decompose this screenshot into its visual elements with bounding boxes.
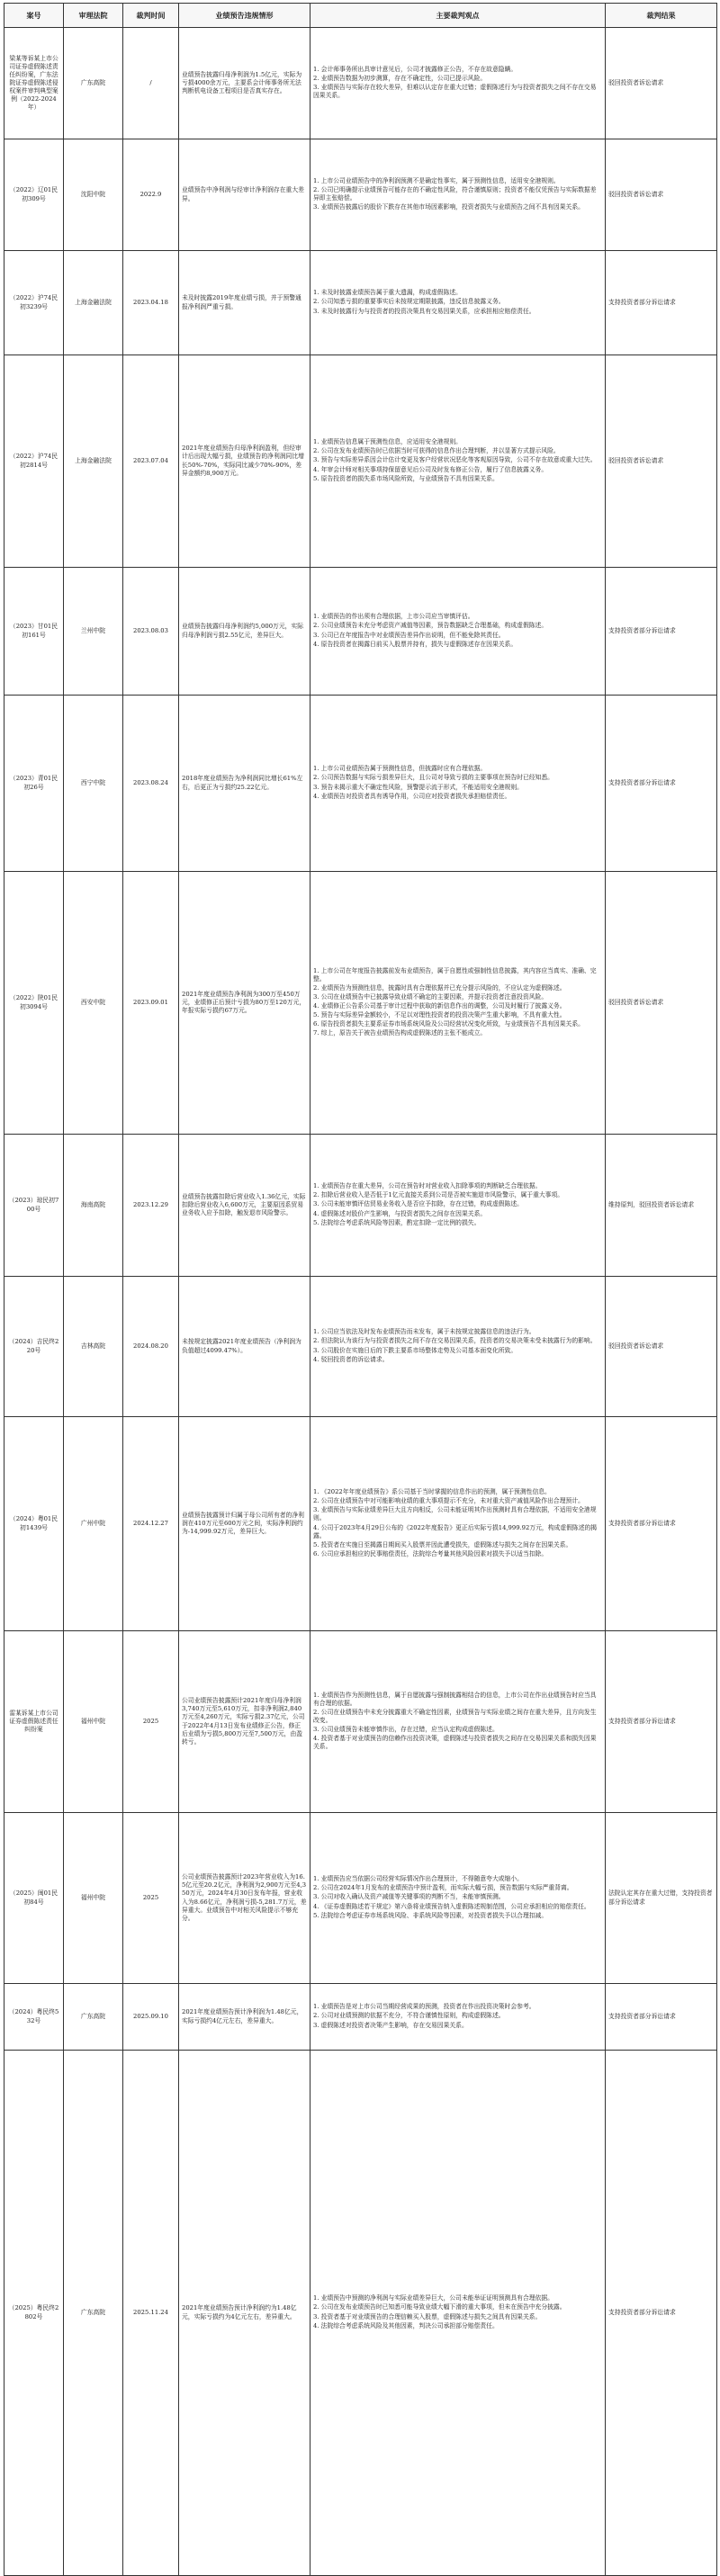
ruling-date: 2024.08.20 [123, 1277, 179, 1417]
ruling-point: 5. 法院综合考虑证券市场系统风险、非系统风险等因素，对投资者损失予以合理扣减。 [313, 1911, 548, 1919]
ruling-point: 1. 业绩预告的作出须有合理依据，上市公司应当审慎评估。 [313, 613, 474, 621]
court: 沈阳中院 [64, 139, 123, 251]
ruling-point: 2. 公司预告数据与实际亏损差异巨大，且公司对导致亏损的主要事项在预告时已经知悉。 [313, 774, 554, 782]
ruling-point: 3. 公司未能审慎评估贸易业务收入是否应予扣除，存在过错，构成虚假陈述。 [313, 1200, 523, 1208]
ruling-date: 2023.07.04 [123, 355, 179, 568]
case-table [4, 3, 717, 2576]
case-number: （2023）甘01民初161号 [4, 568, 64, 696]
case-number: （2022）辽01民初309号 [4, 139, 64, 251]
ruling-point: 4. 法院综合考虑系统风险及其他因素，判决公司承担部分赔偿责任。 [313, 2321, 499, 2329]
ruling-result: 法院认定其存在重大过错，支持投资者部分诉讼请求 [606, 1813, 717, 1984]
ruling-points [310, 696, 606, 872]
ruling-date: 2025.09.10 [123, 1984, 179, 2051]
ruling-point: 1. 公司应当依法及时发布业绩预告而未发布，属于未按规定披露信息的违法行为。 [313, 1328, 536, 1336]
ruling-result: 驳回投资者诉讼请求 [606, 139, 717, 251]
violation-situation: 公司业绩预告披露预计2021年度归母净利润3,740万元至5,610万元，扣非净利润2,840万元至4,260万元，实际亏损2.37亿元，公司于2022年4月13日发布业绩修正公告，修正后业绩为亏损5,800万元至7,500万元，由盈转亏。 [179, 1631, 310, 1813]
table-row [4, 28, 717, 139]
ruling-point: 2. 公司在发布业绩预告时已依据当时可获得的信息作出合理判断，并以显著方式提示风险。 [313, 447, 560, 455]
ruling-date: 2023.04.18 [123, 251, 179, 355]
ruling-points [310, 355, 606, 568]
ruling-point: 1. 会计师事务所出具审计意见后，公司才披露修正公告，不存在故意隐瞒。 [313, 65, 518, 73]
ruling-points [310, 872, 606, 1135]
table-row [4, 1631, 717, 1813]
ruling-result: 支持投资者部分诉讼请求 [606, 568, 717, 696]
case-number: （2025）闽01民初84号 [4, 1813, 64, 1984]
ruling-point: 4. 原告投资者在揭露日前买入股票并持有，损失与虚假陈述存在因果关系。 [313, 640, 518, 648]
ruling-point: 4. 《证券虚假陈述若干规定》第六条将业绩预告纳入虚假陈述规制范围，公司应承担相应的赔偿责任。 [313, 1902, 590, 1910]
ruling-point: 2. 业绩预告数据为初步测算，存在不确定性，公司已提示风险。 [313, 74, 487, 82]
ruling-points [310, 1984, 606, 2051]
case-number: 雷某诉某上市公司证券虚假陈述责任纠纷案 [4, 1631, 64, 1813]
ruling-result: 支持投资者部分诉讼请求 [606, 1417, 717, 1631]
case-number: （2022）陕01民初3094号 [4, 872, 64, 1135]
ruling-point: 1. 上市公司在年度报告披露前发布业绩预告，属于自愿性或强制性信息披露，其内容应当真实、准确、完整。 [313, 966, 597, 983]
case-number: （2022）沪74民初3239号 [4, 251, 64, 355]
ruling-points [310, 1631, 606, 1813]
ruling-result: 驳回投资者诉讼请求 [606, 872, 717, 1135]
violation-situation: 业绩预告中净利润与经审计净利润存在重大差异。 [179, 139, 310, 251]
court: 广东高院 [64, 1984, 123, 2051]
ruling-date: 2023.08.03 [123, 568, 179, 696]
ruling-result: 驳回投资者诉讼请求 [606, 28, 717, 139]
case-number: （2024）粤01民初1439号 [4, 1417, 64, 1631]
court: 上海金融法院 [64, 251, 123, 355]
violation-situation: 未按规定披露2021年度业绩预告（净利润为负值超过4099.47%）。 [179, 1277, 310, 1417]
ruling-date: 2023.09.01 [123, 872, 179, 1135]
ruling-points [310, 1813, 606, 1984]
ruling-result: 支持投资者部分诉讼请求 [606, 1984, 717, 2051]
table-row [4, 568, 717, 696]
header-row [4, 4, 717, 28]
table-row [4, 1277, 717, 1417]
table-row [4, 872, 717, 1135]
ruling-point: 3. 公司已在年度报告中对业绩预告差异作出说明，但不能免除其责任。 [313, 631, 505, 639]
case-number: （2022）沪74民初2814号 [4, 355, 64, 568]
ruling-date: 2022.9 [123, 139, 179, 251]
ruling-point: 2. 公司知悉亏损的重要事实后未按规定期限披露，违反信息披露义务。 [313, 298, 505, 306]
ruling-point: 4. 投资者基于对业绩预告的信赖作出投资决策，虚假陈述与投资者损失之间存在交易因果关系和损失因果关系。 [313, 1735, 597, 1751]
ruling-date: 2023.08.24 [123, 696, 179, 872]
ruling-points [310, 28, 606, 139]
court: 海南高院 [64, 1135, 123, 1277]
ruling-point: 1. 业绩预告是对上市公司当期经营成果的预测，投资者在作出投资决策时会参考。 [313, 2003, 536, 2011]
ruling-point: 3. 公司业绩预告未能审慎作出，存在过错，应当认定构成虚假陈述。 [313, 1726, 499, 1734]
ruling-point: 5. 原告投资者的损失系市场风险所致，与业绩预告不具有因果关系。 [313, 474, 499, 482]
ruling-result: 支持投资者部分诉讼请求 [606, 1631, 717, 1813]
ruling-point: 3. 业绩预告披露后的股价下跌存在其他市场因素影响，投资者损失与业绩预告之间不具有因果关系。 [313, 203, 584, 211]
ruling-point: 1. 上市公司业绩预告中的净利润预测不是确定性事实，属于预测性信息，适用安全港规则。 [313, 176, 560, 184]
ruling-point: 4. 公司于2023年4月29日公布的《2022年度报告》更正后实际亏损14,999.92万元，构成虚假陈述的揭露。 [313, 1523, 598, 1539]
ruling-point: 2. 公司在2024年1月发布的业绩预告中预计盈利，而实际大幅亏损，预告数据与实际严重背离。 [313, 1884, 573, 1892]
header-case-no: 案号 [4, 4, 64, 28]
court: 西宁中院 [64, 696, 123, 872]
ruling-result: 驳回投资者诉讼请求 [606, 355, 717, 568]
table-row [4, 696, 717, 872]
case-number: （2023）青01民初26号 [4, 696, 64, 872]
header-date: 裁判时间 [123, 4, 179, 28]
case-number: （2023）琼民初700号 [4, 1135, 64, 1277]
ruling-point: 5. 法院综合考虑系统风险等因素，酌定扣除一定比例的损失。 [313, 1218, 481, 1226]
ruling-point: 2. 业绩预告为预测性信息，披露时具有合理依据并已充分提示风险的，不应认定为虚假陈述。 [313, 983, 566, 992]
ruling-point: 3. 预告未揭示重大不确定性风险，预警提示流于形式，不能适用安全港规则。 [313, 783, 523, 791]
table-row [4, 1813, 717, 1984]
ruling-point: 3. 业绩预告与实际存在较大差异，但难以认定存在重大过错；虚假陈述行为与投资者损失之间不存在交易因果关系。 [313, 84, 597, 100]
court: 广东高院 [64, 2051, 123, 2576]
ruling-point: 1. 业绩预告中预测的净利润与实际业绩差异巨大，公司未能举证证明预测具有合理依据。 [313, 2294, 554, 2302]
header-points: 主要裁判观点 [310, 4, 606, 28]
ruling-point: 4. 业绩修正公告系公司基于审计过程中获取的新信息作出的调整，公司及时履行了披露义务。 [313, 1002, 566, 1010]
ruling-point: 3. 虚假陈述对投资者决策产生影响，存在交易因果关系。 [313, 2021, 468, 2029]
ruling-point: 3. 业绩预告与实际业绩差异巨大且方向相反，公司未能证明其作出预测时具有合理依据，不适用安全港规则。 [313, 1506, 597, 1522]
table-row [4, 1417, 717, 1631]
ruling-date: / [123, 28, 179, 139]
violation-situation: 公司业绩预告披露预计2023年营业收入为16.5亿元至20.2亿元，净利润为2,900万元至4,350万元，2024年4月30日发布年报，营业收入为8.66亿元，净利润亏损-5,281.7万元，差异重大。业绩预告中对相关风险提示不够充分。 [179, 1813, 310, 1984]
ruling-date: 2024.12.27 [123, 1417, 179, 1631]
violation-situation: 业绩预告披露预计归属于母公司所有者的净利润在410万元至600万元之间，实际净利润约为-14,999.92万元，差异巨大。 [179, 1417, 310, 1631]
ruling-point: 3. 投资者基于对业绩预告的合理信赖买入股票，虚假陈述与损失之间具有因果关系。 [313, 2312, 542, 2320]
table-row [4, 355, 717, 568]
ruling-point: 3. 未及时披露行为与投资者的投资决策具有交易因果关系，应承担相应赔偿责任。 [313, 307, 536, 315]
ruling-points [310, 1277, 606, 1417]
ruling-point: 2. 扣除后营业收入是否低于1亿元直接关系到公司是否被实施退市风险警示，属于重大事项。 [313, 1191, 564, 1199]
ruling-point: 2. 公司在业绩预告中对可能影响业绩的重大事项提示不充分，未对重大资产减值风险作出合理预计。 [313, 1497, 584, 1505]
ruling-points [310, 139, 606, 251]
case-number: 梁某等诉某上市公司证券虚假陈述责任纠纷案，广东法院证券虚假陈述侵权案件审判典型案例（2022-2024年） [4, 28, 64, 139]
case-number: （2025）粤民终2802号 [4, 2051, 64, 2576]
ruling-point: 3. 预告与实际差异系因会计估计变更及客户经营状况恶化等客观原因导致，公司不存在故意或重大过失。 [313, 456, 597, 464]
ruling-point: 1. 《2022年年度业绩预告》系公司基于当时掌握的信息作出的预测，属于预测性信息。 [313, 1488, 551, 1496]
table-row [4, 2051, 717, 2576]
case-number: （2024）吉民终220号 [4, 1277, 64, 1417]
ruling-point: 5. 投资者在实施日至揭露日期间买入股票并因此遭受损失，虚假陈述与损失之间存在因果关系。 [313, 1540, 572, 1548]
ruling-point: 2. 公司对业绩预测的依据不充分，不符合谨慎性原则，构成虚假陈述。 [313, 2012, 505, 2020]
ruling-point: 1. 业绩预告存在重大差异，公司在预告时对营业收入扣除事项的判断缺乏合理依据。 [313, 1182, 542, 1190]
ruling-date: 2025 [123, 1813, 179, 1984]
case-number: （2024）粤民终532号 [4, 1984, 64, 2051]
ruling-point: 3. 公司对收入确认及资产减值等关键事项的判断不当，未能审慎预测。 [313, 1893, 505, 1901]
ruling-point: 6. 原告投资者损失主要系证券市场系统风险及公司经营状况变化所致，与业绩预告不具有因果关系。 [313, 1020, 584, 1028]
violation-situation: 2021年度业绩预告预计净利润为1.48亿元，实际亏损约4亿元左右，差异重大。 [179, 1984, 310, 2051]
header-result: 裁判结果 [606, 4, 717, 28]
violation-situation: 业绩预告披露扣除后营业收入1.36亿元，实际扣除后营业收入6,600万元，主要原因系贸易业务收入应予扣除，触发退市风险警示。 [179, 1135, 310, 1277]
table-body [4, 28, 717, 2576]
ruling-result: 支持投资者部分诉讼请求 [606, 696, 717, 872]
table-row [4, 1984, 717, 2051]
ruling-point: 2. 但法院认为该行为与投资者损失之间不存在交易因果关系，投资者的交易决策未受未披露行为的影响。 [313, 1337, 597, 1345]
court: 广州中院 [64, 1417, 123, 1631]
header-situation: 业绩预告违规情形 [179, 4, 310, 28]
table-row [4, 1135, 717, 1277]
ruling-point: 4. 驳回投资者的诉讼请求。 [313, 1355, 389, 1363]
court: 广东高院 [64, 28, 123, 139]
court: 福州中院 [64, 1631, 123, 1813]
ruling-points [310, 2051, 606, 2576]
ruling-point: 5. 预告与实际差异金额较小，不足以对理性投资者的投资决策产生重大影响，不具有重大性。 [313, 1011, 566, 1019]
violation-situation: 业绩预告披露归母净利润为1.5亿元，实际为亏损4000余万元，主要系会计师事务所无法判断机电设备工程项目是否真实存在。 [179, 28, 310, 139]
violation-situation: 2018年度业绩预告为净利润同比增长61%左右，后更正为亏损约25.22亿元。 [179, 696, 310, 872]
ruling-point: 6. 公司应承担相应的民事赔偿责任，法院综合考量其他风险因素对损失予以适当扣除。 [313, 1549, 548, 1557]
ruling-points [310, 1417, 606, 1631]
ruling-point: 2. 公司已明确提示业绩预告可能存在的不确定性风险，符合谨慎原则；投资者不能仅凭预告与实际数据差异即主张赔偿。 [313, 185, 597, 202]
ruling-date: 2025 [123, 1631, 179, 1813]
ruling-point: 3. 公司股价在实施日后的下跌主要系市场整体走势及公司基本面变化所致。 [313, 1346, 518, 1354]
ruling-point: 1. 业绩预告信息属于预测性信息，应适用安全港规则。 [313, 438, 462, 446]
ruling-points [310, 1135, 606, 1277]
ruling-result: 支持投资者部分诉讼请求 [606, 251, 717, 355]
ruling-point: 4. 年审会计师对相关事项持保留意见后公司及时发布修正公告，履行了信息披露义务。 [313, 465, 548, 473]
ruling-point: 4. 业绩预告对投资者具有诱导作用，公司应对投资者损失承担赔偿责任。 [313, 792, 511, 800]
court: 兰州中院 [64, 568, 123, 696]
ruling-point: 1. 未及时披露业绩预告属于重大遗漏，构成虚假陈述。 [313, 289, 462, 297]
ruling-point: 2. 公司业绩预告未充分考虑资产减值等因素，预告数据缺乏合理基础，构成虚假陈述。 [313, 622, 548, 630]
ruling-result: 驳回投资者诉讼请求 [606, 1277, 717, 1417]
header-court: 审理法院 [64, 4, 123, 28]
violation-situation: 2021年度业绩预告净利润为300万至450万元，业绩修正后预计亏损为80万至120万元，年报实际亏损约67万元。 [179, 872, 310, 1135]
ruling-point: 1. 上市公司业绩预告属于预测性信息，但披露时应有合理依据。 [313, 765, 487, 773]
court: 西安中院 [64, 872, 123, 1135]
violation-situation: 未及时披露2019年度业绩亏损，并于预警通报净利润严重亏损。 [179, 251, 310, 355]
ruling-point: 2. 公司在发布业绩预告时已知悉可能导致业绩大幅下滑的重大事项，但未在预告中充分披露。 [313, 2303, 566, 2311]
ruling-points [310, 251, 606, 355]
ruling-points [310, 568, 606, 696]
table-row [4, 139, 717, 251]
court: 福州中院 [64, 1813, 123, 1984]
violation-situation: 2021年度业绩预告预计净利润约为1.48亿元，实际亏损约为4亿元左右，差异重大。 [179, 2051, 310, 2576]
violation-situation: 业绩预告披露归母净利润约5,000万元，实际归母净利润亏损2.55亿元，差异巨大。 [179, 568, 310, 696]
ruling-date: 2023.12.29 [123, 1135, 179, 1277]
ruling-date: 2025.11.24 [123, 2051, 179, 2576]
ruling-point: 7. 综上，原告关于被告业绩预告构成虚假陈述的主张不能成立。 [313, 1029, 487, 1037]
table-row [4, 251, 717, 355]
ruling-point: 3. 公司在业绩预告中已披露导致业绩不确定的主要因素，并提示投资者注意投资风险。 [313, 992, 548, 1001]
court: 上海金融法院 [64, 355, 123, 568]
ruling-point: 2. 公司在业绩预告中未充分披露重大不确定性因素，业绩预告与实际业绩之间存在重大差异，且方向发生改变。 [313, 1708, 597, 1724]
ruling-point: 1. 业绩预告应当依据公司经营实际情况作出合理预计，不得随意夸大或缩小。 [313, 1875, 523, 1883]
ruling-point: 4. 虚假陈述对股价产生影响，与投资者损失之间存在因果关系。 [313, 1209, 487, 1217]
ruling-point: 1. 业绩预告作为预测性信息，属于自愿披露与强制披露相结合的信息，上市公司在作出业绩预告时应当具有合理的依据。 [313, 1691, 597, 1707]
court: 吉林高院 [64, 1277, 123, 1417]
ruling-result: 维持原判，驳回投资者诉讼请求 [606, 1135, 717, 1277]
ruling-result: 支持投资者部分诉讼请求 [606, 2051, 717, 2576]
violation-situation: 2021年度业绩预告归母净利润盈利，但经审计后出现大幅亏损，业绩预告的净利润同比增长50%-70%，实际同比减少70%-90%，差异金额约8,900万元。 [179, 355, 310, 568]
